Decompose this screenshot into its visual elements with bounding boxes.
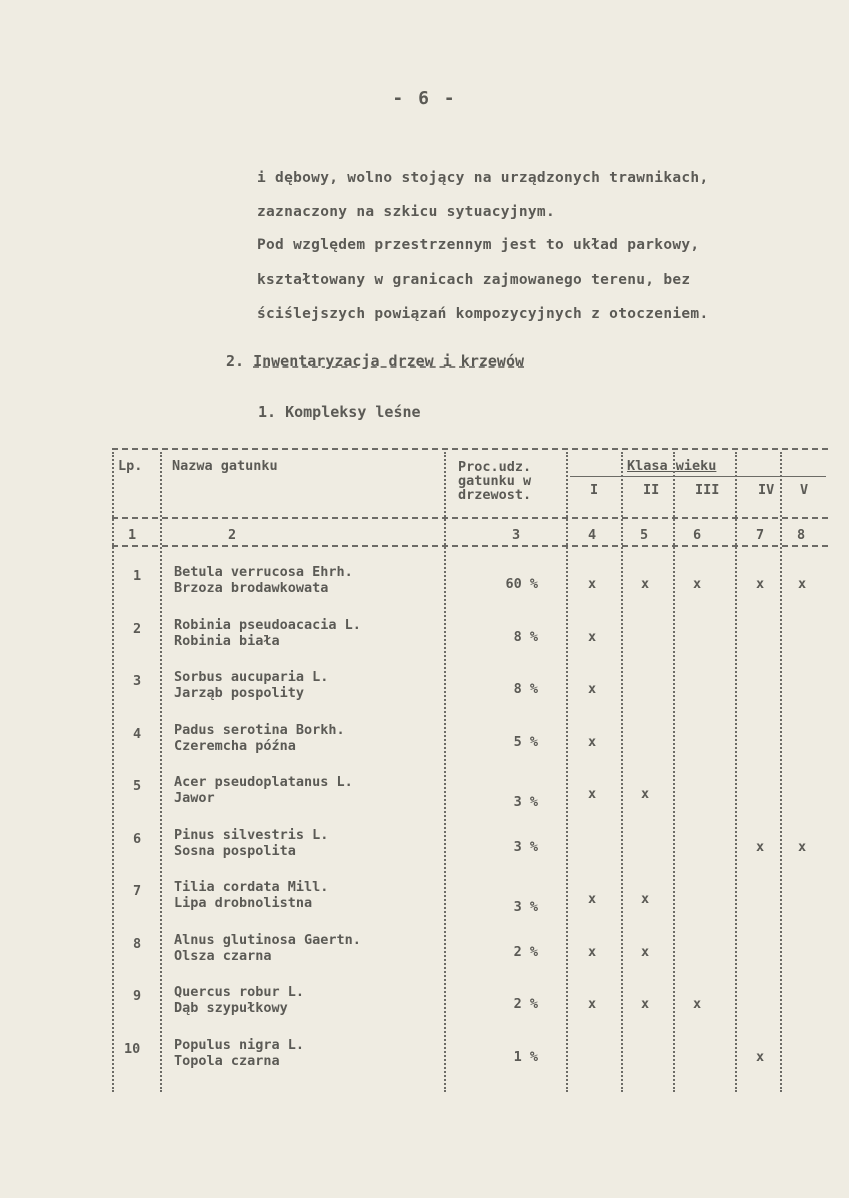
species-percent: 8 % [513, 681, 538, 697]
species-percent: 2 % [513, 996, 538, 1012]
header-lp: Lp. [118, 458, 143, 474]
age-class-mark: x [693, 576, 702, 592]
species-polish-name: Sosna pospolita [174, 842, 296, 859]
species-polish-name: Topola czarna [174, 1052, 280, 1069]
column-separator [444, 452, 446, 1092]
column-number: 3 [512, 527, 521, 543]
age-class-mark: x [641, 576, 650, 592]
species-percent: 3 % [513, 838, 538, 855]
species-latin-name: Robinia pseudoacacia L. [174, 616, 361, 633]
species-percent: 5 % [513, 733, 538, 750]
header-bottom-rule [112, 517, 828, 519]
age-class-mark: x [641, 786, 650, 802]
age-class-mark: x [588, 786, 597, 802]
age-class-mark: x [641, 891, 650, 907]
species-percent: 3 % [513, 899, 538, 915]
column-number: 8 [797, 527, 806, 543]
column-number: 5 [640, 527, 649, 543]
age-class-rule [570, 476, 826, 477]
row-lp: 8 [133, 935, 142, 952]
row-lp: 3 [133, 673, 142, 689]
age-class-mark: x [798, 576, 807, 592]
column-number: 2 [228, 527, 237, 543]
species-polish-name: Jarząb pospolity [174, 685, 305, 701]
species-polish-name: Lipa drobnolistna [174, 895, 313, 911]
header-age-class: Klasa wieku [627, 458, 717, 474]
age-class-mark: x [588, 943, 597, 960]
header-class-5: V [800, 482, 809, 498]
header-percent-line: gatunku w [458, 473, 532, 489]
age-class-mark: x [641, 943, 650, 960]
paragraph-line: i dębowy, wolno stojący na urządzonych trawnikach, [257, 170, 709, 186]
header-class-3: III [695, 482, 720, 498]
row-lp: 2 [133, 620, 142, 637]
column-number: 1 [128, 527, 137, 543]
species-latin-name: Sorbus aucuparia L. [174, 669, 329, 685]
species-polish-name: Robinia biała [174, 632, 280, 649]
age-class-mark: x [588, 891, 597, 907]
header-class-4: IV [758, 482, 775, 498]
header-name: Nazwa gatunku [172, 458, 278, 474]
subsection-heading: 1. Kompleksy leśne [258, 403, 421, 421]
column-separator [112, 452, 114, 1092]
header-class-1: I [590, 482, 599, 498]
age-class-mark: x [588, 576, 597, 592]
species-latin-name: Acer pseudoplatanus L. [174, 774, 353, 790]
species-latin-name: Populus nigra L. [174, 1036, 305, 1053]
paragraph-line: zaznaczony na szkicu sytuacyjnym. [257, 204, 555, 220]
column-separator [780, 452, 782, 1092]
row-lp: 6 [133, 830, 142, 847]
row-lp: 4 [133, 725, 142, 742]
species-polish-name: Brzoza brodawkowata [174, 580, 329, 596]
row-lp: 5 [133, 778, 142, 794]
row-lp: 1 [133, 568, 142, 584]
row-lp: 9 [133, 988, 142, 1004]
column-number: 4 [588, 527, 597, 543]
column-number: 7 [756, 527, 765, 543]
header-percent [458, 460, 531, 502]
age-class-mark: x [588, 733, 597, 750]
page-number: - 6 - [392, 88, 457, 109]
column-separator [673, 452, 675, 1092]
section-title: Inwentaryzacja drzew i krzewów [253, 352, 525, 370]
age-class-mark: x [756, 576, 765, 592]
species-polish-name: Czeremcha późna [174, 737, 296, 754]
table-top-rule [112, 448, 828, 450]
age-class-mark: x [588, 628, 597, 645]
age-class-mark: x [693, 996, 702, 1012]
species-latin-name: Betula verrucosa Ehrh. [174, 564, 353, 580]
column-separator [160, 452, 162, 1092]
age-class-mark: x [641, 996, 650, 1012]
species-polish-name: Dąb szypułkowy [174, 1000, 288, 1016]
paragraph-line: Pod względem przestrzennym jest to układ parkowy, [257, 237, 700, 253]
age-class-mark: x [756, 838, 765, 855]
column-separator [621, 452, 623, 1092]
species-latin-name: Quercus robur L. [174, 984, 305, 1000]
age-class-mark: x [588, 681, 597, 697]
header-percent-line: Proc.udz. [458, 459, 532, 475]
species-latin-name: Pinus silvestris L. [174, 826, 329, 843]
age-class-mark: x [798, 838, 807, 855]
species-latin-name: Tilia cordata Mill. [174, 879, 329, 895]
species-percent: 1 % [513, 1048, 538, 1065]
col-number-rule [112, 545, 828, 547]
column-separator [735, 452, 737, 1092]
paragraph-line: kształtowany w granicach zajmowanego terenu, bez [257, 272, 691, 288]
column-separator [566, 452, 568, 1092]
column-number: 6 [693, 527, 702, 543]
species-percent: 8 % [513, 628, 538, 645]
header-percent-line: drzewost. [458, 487, 532, 503]
species-percent: 60 % [505, 576, 538, 592]
header-class-2: II [643, 482, 660, 498]
row-lp: 7 [133, 883, 142, 899]
species-latin-name: Padus serotina Borkh. [174, 721, 345, 738]
section-number: 2. [226, 352, 245, 370]
age-class-mark: x [756, 1048, 765, 1065]
species-percent: 3 % [513, 794, 538, 810]
species-latin-name: Alnus glutinosa Gaertn. [174, 931, 361, 948]
age-class-mark: x [588, 996, 597, 1012]
species-percent: 2 % [513, 943, 538, 960]
species-polish-name: Jawor [174, 790, 215, 806]
paragraph-line: ściślejszych powiązań kompozycyjnych z otoczeniem. [257, 306, 709, 322]
row-lp: 10 [124, 1040, 141, 1057]
species-polish-name: Olsza czarna [174, 947, 272, 964]
